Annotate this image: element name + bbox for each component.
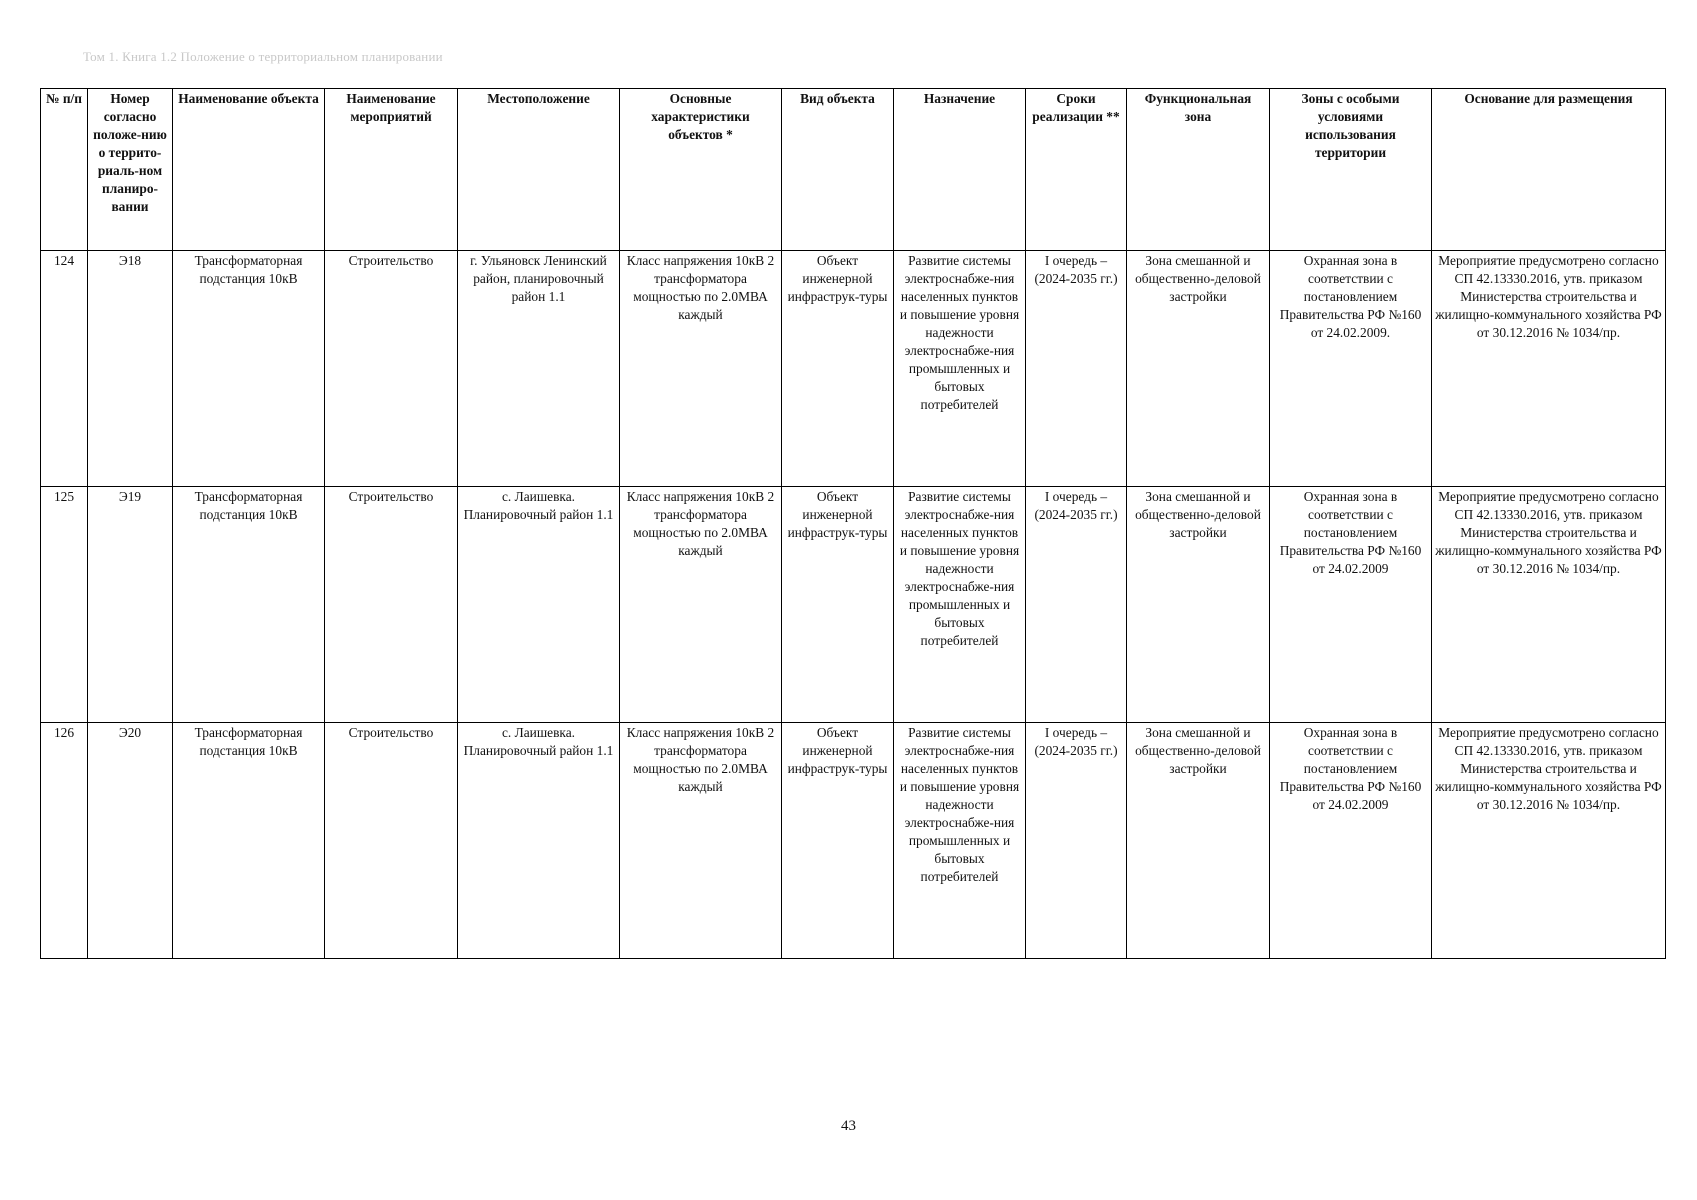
cell-code: Э19	[88, 487, 173, 723]
table-row	[41, 723, 1666, 959]
cell-object-type: Объект инженерной инфраструк-туры	[782, 723, 894, 959]
cell-location: с. Лаишевка. Планировочный район 1.1	[458, 487, 620, 723]
column-header-object-type: Вид объекта	[782, 89, 894, 251]
cell-object-name: Трансформаторная подстанция 10кВ	[173, 251, 325, 487]
cell-object-name: Трансформаторная подстанция 10кВ	[173, 487, 325, 723]
planning-table	[40, 88, 1666, 959]
cell-number: 124	[41, 251, 88, 487]
cell-characteristics: Класс напряжения 10кВ 2 трансформатора мощностью по 2.0МВА каждый	[620, 487, 782, 723]
column-header-action: Наименование мероприятий	[325, 89, 458, 251]
cell-purpose: Развитие системы электроснабже-ния населенных пунктов и повышение уровня надежности электроснабже-ния промышленных и бытовых потребителей	[894, 251, 1026, 487]
cell-period: I очередь – (2024-2035 гг.)	[1026, 251, 1127, 487]
cell-basis: Мероприятие предусмотрено согласно СП 42.13330.2016, утв. приказом Министерства строительства и жилищно-коммунального хозяйства РФ от 30.12.2016 № 1034/пр.	[1432, 723, 1666, 959]
table-header-row	[41, 89, 1666, 251]
cell-special-zone: Охранная зона в соответствии с постановлением Правительства РФ №160 от 24.02.2009.	[1270, 251, 1432, 487]
cell-location: с. Лаишевка. Планировочный район 1.1	[458, 723, 620, 959]
cell-zone: Зона смешанной и общественно-деловой застройки	[1127, 487, 1270, 723]
cell-action: Строительство	[325, 251, 458, 487]
table-row	[41, 487, 1666, 723]
cell-basis: Мероприятие предусмотрено согласно СП 42.13330.2016, утв. приказом Министерства строительства и жилищно-коммунального хозяйства РФ от 30.12.2016 № 1034/пр.	[1432, 251, 1666, 487]
cell-code: Э18	[88, 251, 173, 487]
cell-special-zone: Охранная зона в соответствии с постановлением Правительства РФ №160 от 24.02.2009	[1270, 487, 1432, 723]
column-header-special-zone: Зоны с особыми условиями использования территории	[1270, 89, 1432, 251]
column-header-period: Сроки реализации **	[1026, 89, 1127, 251]
cell-code: Э20	[88, 723, 173, 959]
cell-action: Строительство	[325, 723, 458, 959]
column-header-zone: Функциональная зона	[1127, 89, 1270, 251]
cell-purpose: Развитие системы электроснабже-ния населенных пунктов и повышение уровня надежности электроснабже-ния промышленных и бытовых потребителей	[894, 487, 1026, 723]
cell-zone: Зона смешанной и общественно-деловой застройки	[1127, 251, 1270, 487]
cell-object-type: Объект инженерной инфраструк-туры	[782, 251, 894, 487]
column-header-characteristics: Основные характеристики объектов *	[620, 89, 782, 251]
cell-period: I очередь – (2024-2035 гг.)	[1026, 487, 1127, 723]
column-header-purpose: Назначение	[894, 89, 1026, 251]
cell-purpose: Развитие системы электроснабже-ния населенных пунктов и повышение уровня надежности электроснабже-ния промышленных и бытовых потребителей	[894, 723, 1026, 959]
cell-location: г. Ульяновск Ленинский район, планировочный район 1.1	[458, 251, 620, 487]
column-header-basis: Основание для размещения	[1432, 89, 1666, 251]
page-number: 43	[841, 1118, 856, 1134]
cell-zone: Зона смешанной и общественно-деловой застройки	[1127, 723, 1270, 959]
table-row	[41, 251, 1666, 487]
cell-period: I очередь – (2024-2035 гг.)	[1026, 723, 1127, 959]
column-header-number: № п/п	[41, 89, 88, 251]
cell-number: 125	[41, 487, 88, 723]
cell-basis: Мероприятие предусмотрено согласно СП 42.13330.2016, утв. приказом Министерства строительства и жилищно-коммунального хозяйства РФ от 30.12.2016 № 1034/пр.	[1432, 487, 1666, 723]
cell-special-zone: Охранная зона в соответствии с постановлением Правительства РФ №160 от 24.02.2009	[1270, 723, 1432, 959]
column-header-code: Номер согласно положе-нию о террито-риаль-ном планиро-вании	[88, 89, 173, 251]
cell-characteristics: Класс напряжения 10кВ 2 трансформатора мощностью по 2.0МВА каждый	[620, 723, 782, 959]
column-header-object-name: Наименование объекта	[173, 89, 325, 251]
cell-characteristics: Класс напряжения 10кВ 2 трансформатора мощностью по 2.0МВА каждый	[620, 251, 782, 487]
cell-action: Строительство	[325, 487, 458, 723]
column-header-location: Местоположение	[458, 89, 620, 251]
cell-object-name: Трансформаторная подстанция 10кВ	[173, 723, 325, 959]
cell-number: 126	[41, 723, 88, 959]
cell-object-type: Объект инженерной инфраструк-туры	[782, 487, 894, 723]
running-header: Том 1. Книга 1.2 Положение о территориальном планировании	[83, 49, 443, 64]
